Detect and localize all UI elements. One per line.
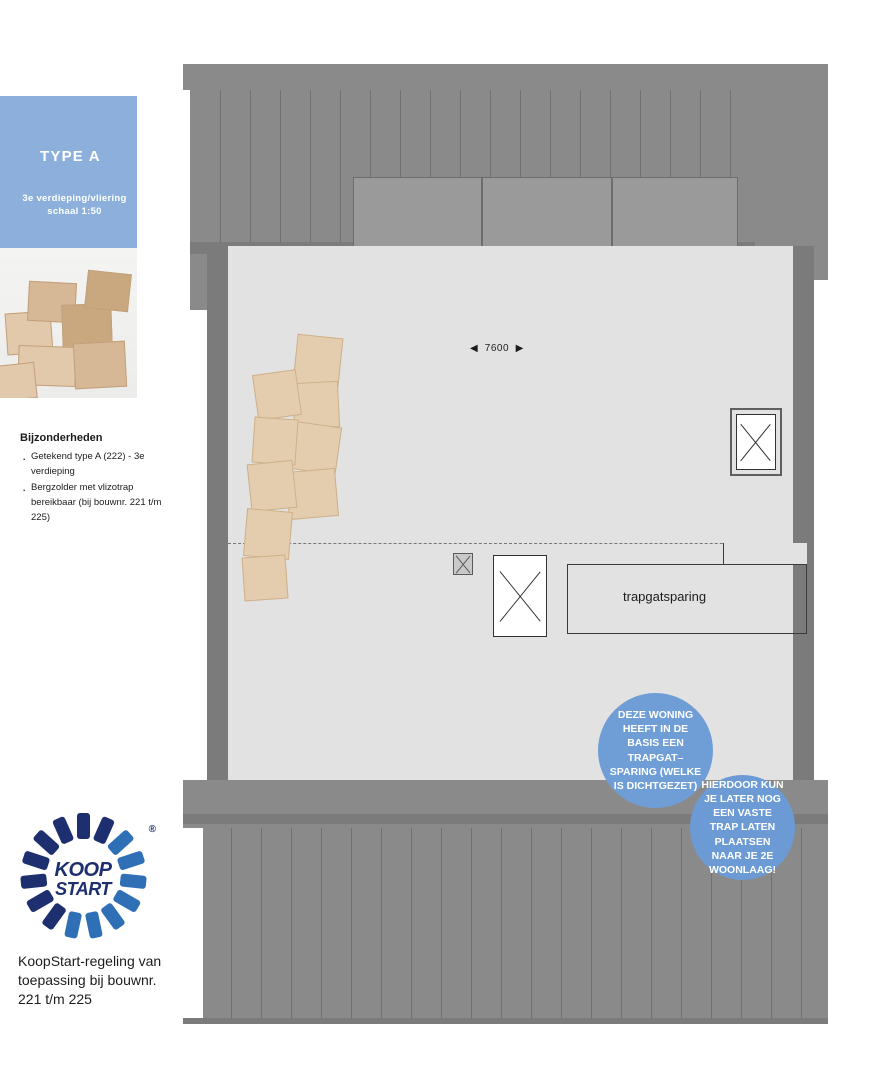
logo-petal [41,902,67,931]
wordmark-line-1: KOOP [54,859,112,881]
koopstart-logo-icon [18,812,156,940]
logo-petal [99,902,125,931]
type-badge [0,96,137,248]
plan-box [242,555,289,602]
storage-boxes-group [243,314,363,584]
roof-band-top [183,64,828,90]
plan-box [251,417,298,466]
wall-left [207,246,228,788]
dimension-arrow-left: ◀ [470,343,479,354]
callout-text: DEZE WONING HEEFT IN DE BASIS EEN TRAPGAT–SPARING (WELKE IS DICHTGEZET) [609,708,702,792]
plan-box [247,460,298,513]
photo-box [84,270,132,312]
logo-petal [84,911,102,939]
logo-petal [64,911,82,939]
trapgatsparing-notch [723,543,807,565]
dimension-value: 7600 [484,343,510,354]
moving-boxes-photo [0,248,137,398]
dormer-upper [353,177,738,247]
stair-hatch-center [493,555,547,637]
list-item: · Bergzolder met vlizotrap bereikbaar (bij bouwnr. 221 t/m 225) [20,481,170,525]
logo-petal [32,829,60,856]
details-heading: Bijzonderheden [20,432,103,444]
vlizotrap-frame-right [730,408,782,476]
dimension-arrow-right: ▶ [515,343,524,354]
details-section [20,432,170,528]
wall-right [793,246,814,788]
koopstart-caption: KoopStart-regeling van toepassing bij bouwnr. 221 t/m 225 [18,953,162,1007]
floorplan-drawing [183,64,828,1024]
trapgatsparing-label: trapgatsparing [623,589,707,604]
koopstart-wordmark [18,860,148,899]
callout-text: HIERDOOR KUN JE LATER NOG EEN VASTE TRAP LATEN PLAATSEN NAAR JE 2E WOONLAAG! [701,778,784,876]
photo-box [0,362,38,398]
registered-mark: ® [148,824,156,835]
wall-bottom-edge [183,1018,828,1024]
dimension-7600 [470,343,524,354]
type-title: TYPE A [40,148,101,165]
type-subtitle-floor: 3e verdieping/vliering [22,193,127,204]
logo-petal [77,813,90,839]
details-list [20,450,170,526]
koopstart-block [18,812,178,1009]
plan-box [243,508,293,560]
callout-vaste-trap [690,775,795,880]
logo-petal [106,829,134,856]
left-info-panel [0,0,175,1092]
photo-box [73,341,127,390]
plan-box [252,369,302,421]
type-subtitle-scale: schaal 1:50 [47,206,102,217]
small-hatch-square [453,553,473,575]
wordmark-line-2: START [55,879,111,900]
list-item: · Getekend type A (222) - 3e verdieping [20,450,170,479]
callout-trapgatsparing [598,693,713,808]
